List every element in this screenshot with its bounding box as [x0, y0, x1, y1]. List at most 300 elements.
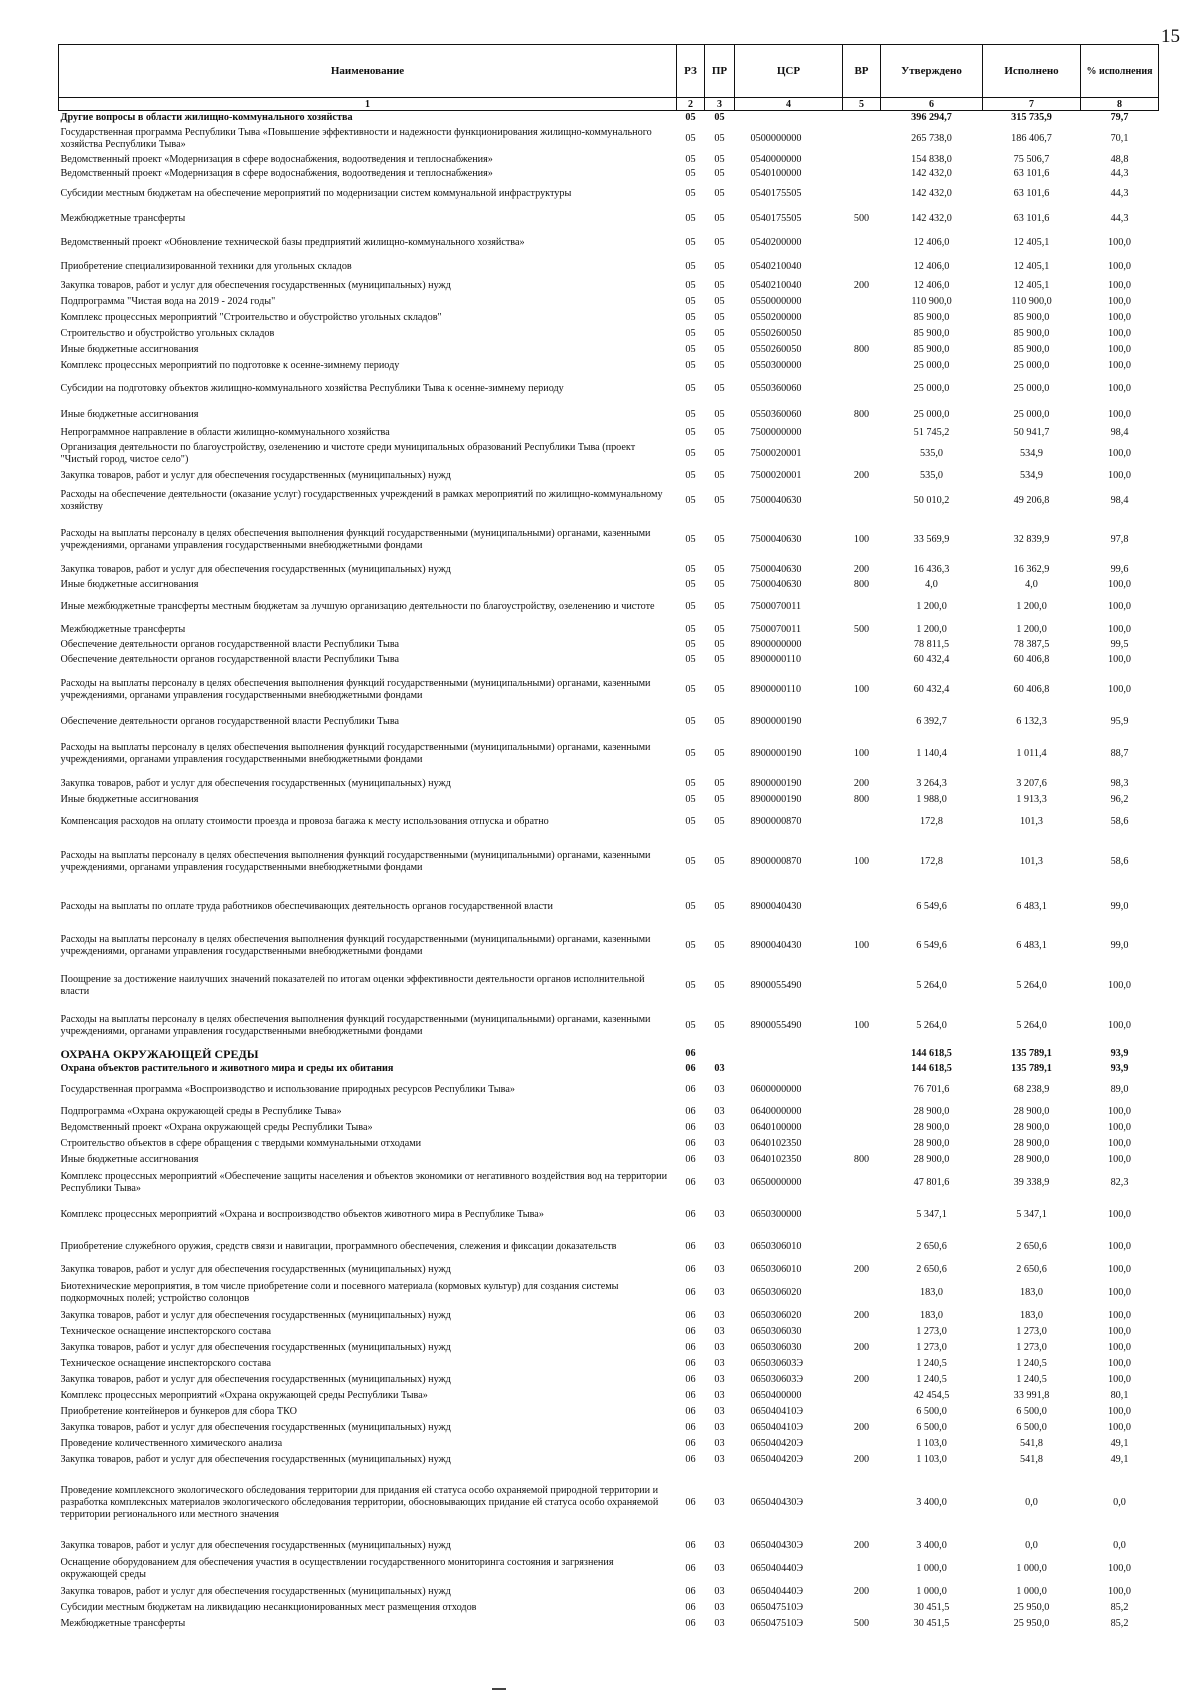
row-pr: 05: [714, 715, 725, 727]
table-row: [59, 592, 1159, 622]
row-pr: 05: [714, 447, 725, 459]
row-name: Ведомственный проект «Охрана окружающей среды Республики Тыва»: [60, 1121, 373, 1133]
row-pr: 03: [714, 1405, 725, 1417]
row-name: Обеспечение деятельности органов государственной власти Республики Тыва: [60, 638, 400, 650]
row-name: Строительство и обустройство угольных складов: [60, 327, 275, 339]
row-executed: 135 789,1: [1011, 1047, 1052, 1059]
row-approved: 25 000,0: [913, 382, 950, 394]
row-executed: 63 101,6: [1013, 213, 1050, 224]
budget-execution-table: [58, 44, 1159, 1632]
row-csr: 065040440Э: [750, 1585, 804, 1597]
row-executed: 50 941,7: [1013, 426, 1050, 438]
row-executed: 183,0: [1020, 1309, 1043, 1321]
table-row: [59, 1356, 1159, 1372]
row-csr: [735, 1046, 843, 1062]
row-name: Другие вопросы в области жилищно-коммунального хозяйства: [60, 111, 353, 123]
row-pr: 05: [714, 494, 725, 506]
row-name: Техническое оснащение инспекторского состава: [60, 1325, 272, 1337]
row-approved: 12 406,0: [913, 260, 950, 272]
row-executed: 60 406,8: [1013, 683, 1050, 695]
column-number: 7: [983, 98, 1081, 111]
row-vr: 200: [853, 563, 870, 575]
table-row: [59, 1388, 1159, 1404]
row-executed: 3 207,6: [1016, 777, 1047, 789]
table-row: [59, 374, 1159, 404]
row-csr: 8900000190: [750, 747, 802, 759]
row-name: Закупка товаров, работ и услуг для обеспечения государственных (муниципальных) нужд: [60, 1373, 451, 1385]
row-approved: 2 650,6: [916, 1240, 947, 1252]
row-executed: 1 200,0: [1016, 623, 1047, 635]
row-pr: 05: [714, 408, 725, 420]
row-csr: 0550300000: [750, 359, 802, 371]
row-csr: 0650400000: [750, 1389, 802, 1401]
row-pr: 05: [714, 1019, 725, 1031]
row-vr: [843, 1356, 881, 1372]
table-row: [59, 732, 1159, 776]
row-name: Межбюджетные трансферты: [60, 1617, 186, 1629]
row-percent: 44,3: [1110, 167, 1129, 179]
row-rz: 05: [685, 260, 696, 272]
row-csr: 8900000190: [750, 793, 802, 805]
row-percent: 100,0: [1108, 1341, 1131, 1353]
row-name: Обеспечение деятельности органов государственной власти Республики Тыва: [60, 715, 400, 727]
row-approved: 6 500,0: [916, 1405, 947, 1417]
budget-table-container: [58, 44, 1158, 1632]
row-pr: 05: [714, 311, 725, 323]
row-csr: 0540000000: [750, 153, 802, 165]
row-rz: 05: [685, 188, 696, 199]
row-csr: [735, 1062, 843, 1076]
row-executed: 4,0: [1025, 578, 1038, 590]
table-row: [59, 1308, 1159, 1324]
column-number: 4: [735, 98, 843, 111]
row-name: Приобретение контейнеров и бункеров для сбора ТКО: [60, 1405, 297, 1417]
row-name: Закупка товаров, работ и услуг для обеспечения государственных (муниципальных) нужд: [60, 563, 451, 575]
row-vr: [843, 1104, 881, 1120]
row-vr: 200: [853, 777, 870, 789]
row-executed: 12 405,1: [1013, 279, 1050, 291]
row-csr: 065040420Э: [750, 1453, 804, 1465]
row-executed: 1 011,4: [1016, 747, 1047, 759]
row-rz: 05: [685, 408, 696, 420]
row-pr: 03: [714, 1357, 725, 1369]
row-pr: 05: [714, 638, 725, 650]
table-row: [59, 1372, 1159, 1388]
row-csr: 065040420Э: [750, 1437, 804, 1449]
table-row: [59, 294, 1159, 310]
row-rz: 06: [685, 1240, 696, 1252]
row-pr: 03: [714, 1208, 725, 1220]
row-approved: 1 240,5: [916, 1373, 947, 1385]
row-approved: 1 000,0: [916, 1585, 947, 1597]
row-csr: 7500070011: [750, 600, 802, 612]
row-executed: 1 200,0: [1016, 600, 1047, 612]
table-row: [59, 326, 1159, 342]
row-rz: 05: [685, 939, 696, 951]
row-pr: 05: [714, 900, 725, 912]
row-name: Комплекс процессных мероприятий «Охрана окружающей среды Республики Тыва»: [60, 1389, 428, 1401]
row-executed: 33 991,8: [1013, 1389, 1050, 1401]
row-csr: 8900000110: [750, 683, 802, 695]
row-rz: 06: [685, 1263, 696, 1275]
row-percent: 100,0: [1108, 469, 1131, 481]
row-name: Закупка товаров, работ и услуг для обеспечения государственных (муниципальных) нужд: [60, 1309, 451, 1321]
column-number: 6: [881, 98, 983, 111]
page-number: 15: [1161, 26, 1180, 47]
row-name: Расходы на обеспечение деятельности (оказание услуг) государственных учреждений в рамках мероприятий по жилищно-коммунальному хозяйству: [60, 488, 663, 512]
table-row: [59, 966, 1159, 1006]
table-row: [59, 111, 1159, 125]
row-rz: 05: [685, 747, 696, 759]
row-csr: 0550200000: [750, 311, 802, 323]
row-vr: [843, 712, 881, 732]
row-pr: 05: [714, 382, 725, 394]
row-approved: 50 010,2: [913, 494, 950, 506]
row-approved: 142 432,0: [911, 167, 952, 179]
row-csr: 0550360060: [750, 382, 802, 394]
row-executed: 101,3: [1020, 815, 1043, 827]
row-name: Строительство объектов в сфере обращения с твердыми коммунальными отходами: [60, 1137, 422, 1149]
table-row: [59, 1062, 1159, 1076]
row-approved: 1 103,0: [916, 1437, 947, 1449]
row-name: Комплекс процессных мероприятий "Строительство и обустройство угольных складов": [60, 311, 442, 323]
row-executed: 25 950,0: [1013, 1617, 1050, 1629]
row-percent: 44,3: [1110, 188, 1129, 199]
table-header: [59, 45, 1159, 111]
row-pr: 05: [714, 132, 725, 144]
row-approved: 1 240,5: [916, 1357, 947, 1369]
row-pr: 03: [714, 1562, 725, 1574]
row-vr: [843, 808, 881, 836]
row-rz: 06: [685, 1121, 696, 1133]
row-vr: [843, 440, 881, 468]
header-csr: ЦСР: [735, 45, 843, 98]
row-percent: 95,9: [1110, 715, 1129, 727]
row-executed: 534,9: [1020, 447, 1043, 459]
row-approved: 30 451,5: [913, 1601, 950, 1613]
row-approved: 12 406,0: [913, 279, 950, 291]
row-percent: 100,0: [1108, 295, 1131, 307]
row-rz: 06: [685, 1539, 696, 1551]
row-name: Подпрограмма «Охрана окружающей среды в Республике Тыва»: [60, 1105, 342, 1117]
row-name: Закупка товаров, работ и услуг для обеспечения государственных (муниципальных) нужд: [60, 279, 451, 291]
row-name: Проведение комплексного экологического обследования территории для придания ей статуса особо охраняемой природной территории и разработка комплексных материалов экологического обследования территории, обосновывающих придание ей статуса особо охраняемой территории регионального или местного значения: [60, 1484, 659, 1520]
row-csr: 0650306030: [750, 1325, 802, 1337]
row-rz: 05: [685, 469, 696, 481]
row-rz: 05: [685, 295, 696, 307]
row-executed: 78 387,5: [1013, 638, 1050, 650]
row-vr: [843, 888, 881, 926]
table-row: [59, 1554, 1159, 1584]
row-name: Расходы на выплаты персоналу в целях обеспечения выполнения функций государственными (муниципальными) органами, казенными учреждениями, органами управления государственными внебюджетными фондами: [60, 1013, 651, 1037]
row-vr: 100: [853, 747, 870, 759]
row-name: Государственная программа Республики Тыва «Повышение эффективности и надежности функционирования жилищно-коммунального хозяйства Республики Тыва»: [60, 126, 652, 150]
row-csr: 0650306010: [750, 1263, 802, 1275]
row-pr: 05: [714, 237, 725, 248]
table-row: [59, 1006, 1159, 1046]
row-rz: 05: [685, 311, 696, 323]
row-vr: 100: [853, 939, 870, 951]
row-rz: 06: [685, 1437, 696, 1449]
table-row: [59, 1198, 1159, 1232]
table-row: [59, 1452, 1159, 1468]
row-vr: [843, 1046, 881, 1062]
row-rz: 06: [685, 1137, 696, 1149]
row-executed: 315 735,9: [1011, 111, 1052, 123]
row-executed: 0,0: [1025, 1496, 1038, 1508]
row-rz: 06: [685, 1047, 696, 1059]
row-rz: 05: [685, 132, 696, 144]
row-pr: 05: [714, 426, 725, 438]
row-vr: [843, 1120, 881, 1136]
row-pr: 05: [714, 623, 725, 635]
row-executed: 25 000,0: [1013, 382, 1050, 394]
row-pr: 03: [714, 1176, 725, 1188]
row-approved: 396 294,7: [911, 111, 952, 123]
row-name: Иные бюджетные ассигнования: [60, 408, 199, 420]
row-percent: 44,3: [1110, 213, 1129, 224]
row-pr: 03: [714, 1453, 725, 1465]
row-rz: 05: [685, 623, 696, 635]
row-csr: 8900040430: [750, 900, 802, 912]
row-rz: 05: [685, 979, 696, 991]
row-percent: 99,6: [1110, 563, 1129, 575]
row-rz: 05: [685, 777, 696, 789]
row-percent: 100,0: [1108, 1421, 1131, 1433]
table-row: [59, 1538, 1159, 1554]
row-percent: 100,0: [1108, 1137, 1131, 1149]
row-approved: 3 400,0: [916, 1539, 947, 1551]
row-pr: 03: [714, 1325, 725, 1337]
row-pr: 03: [714, 1121, 725, 1133]
row-approved: 110 900,0: [911, 295, 952, 307]
row-executed: 1 273,0: [1016, 1341, 1047, 1353]
row-rz: 06: [685, 1176, 696, 1188]
row-approved: 172,8: [920, 815, 943, 827]
row-pr: 05: [714, 578, 725, 590]
table-row: [59, 792, 1159, 808]
row-vr: [843, 153, 881, 167]
row-percent: 100,0: [1108, 1309, 1131, 1321]
row-pr: 03: [714, 1617, 725, 1629]
table-row: [59, 404, 1159, 426]
row-rz: 06: [685, 1083, 696, 1095]
row-pr: 03: [714, 1263, 725, 1275]
header-percent: % исполнения: [1081, 45, 1159, 98]
row-vr: 100: [853, 533, 870, 545]
row-approved: 1 273,0: [916, 1325, 947, 1337]
row-percent: 100,0: [1108, 1153, 1131, 1165]
row-csr: 0540200000: [750, 237, 802, 248]
row-percent: 100,0: [1108, 979, 1131, 991]
row-rz: 05: [685, 359, 696, 371]
table-row: [59, 926, 1159, 966]
row-csr: 7500020001: [750, 447, 802, 459]
table-row: [59, 1278, 1159, 1308]
row-pr: 03: [714, 1373, 725, 1385]
row-vr: [843, 966, 881, 1006]
row-rz: 06: [685, 1062, 696, 1074]
row-vr: 200: [853, 1421, 870, 1433]
row-executed: 110 900,0: [1011, 295, 1052, 307]
row-executed: 6 483,1: [1016, 939, 1047, 951]
row-approved: 5 264,0: [916, 1019, 947, 1031]
row-vr: 500: [853, 213, 870, 224]
row-name: Обеспечение деятельности органов государственной власти Республики Тыва: [60, 653, 400, 665]
row-pr: 03: [714, 1437, 725, 1449]
row-rz: 06: [685, 1601, 696, 1613]
column-number: 1: [59, 98, 677, 111]
row-executed: 60 406,8: [1013, 653, 1050, 665]
row-name: Субсидии местным бюджетам на ликвидацию несанкционированных мест размещения отходов: [60, 1601, 477, 1613]
row-vr: [843, 1600, 881, 1616]
row-name: Комплекс процессных мероприятий «Охрана и воспроизводство объектов животного мира в Республике Тыва»: [60, 1208, 544, 1220]
row-name: Закупка товаров, работ и услуг для обеспечения государственных (муниципальных) нужд: [60, 1453, 451, 1465]
row-rz: 05: [685, 578, 696, 590]
row-percent: 100,0: [1108, 1263, 1131, 1275]
row-executed: 6 500,0: [1016, 1405, 1047, 1417]
row-rz: 05: [685, 793, 696, 805]
row-pr: 05: [714, 343, 725, 355]
row-approved: 2 650,6: [916, 1263, 947, 1275]
row-vr: [843, 374, 881, 404]
row-pr: 05: [714, 815, 725, 827]
table-row: [59, 808, 1159, 836]
row-executed: 5 264,0: [1016, 979, 1047, 991]
row-approved: 85 900,0: [913, 343, 950, 355]
row-approved: 60 432,4: [913, 683, 950, 695]
row-vr: 200: [853, 1341, 870, 1353]
column-number: 8: [1081, 98, 1159, 111]
table-row: [59, 1600, 1159, 1616]
row-csr: 7500040630: [750, 533, 802, 545]
row-vr: [843, 1198, 881, 1232]
row-pr: 05: [714, 327, 725, 339]
row-name: Иные бюджетные ассигнования: [60, 343, 199, 355]
row-rz: 05: [685, 715, 696, 727]
row-percent: 96,2: [1110, 793, 1129, 805]
row-rz: 06: [685, 1286, 696, 1298]
row-csr: 065040410Э: [750, 1421, 804, 1433]
row-percent: 100,0: [1108, 408, 1131, 420]
row-pr: 05: [714, 260, 725, 272]
row-executed: 16 362,9: [1013, 563, 1050, 575]
row-rz: 06: [685, 1389, 696, 1401]
row-name: Ведомственный проект «Модернизация в сфере водоснабжения, водоотведения и теплоснабжения»: [60, 167, 493, 179]
row-approved: 28 900,0: [913, 1137, 950, 1149]
row-name: Закупка товаров, работ и услуг для обеспечения государственных (муниципальных) нужд: [60, 777, 451, 789]
row-percent: 100,0: [1108, 1208, 1131, 1220]
row-approved: 144 618,5: [911, 1047, 952, 1059]
row-csr: 0540175505: [750, 213, 802, 224]
row-rz: 06: [685, 1496, 696, 1508]
row-csr: 065030603Э: [750, 1373, 804, 1385]
row-approved: 142 432,0: [911, 188, 952, 199]
table-row: [59, 1152, 1159, 1168]
row-percent: 99,0: [1110, 939, 1129, 951]
row-percent: 80,1: [1110, 1389, 1129, 1401]
row-pr: 03: [714, 1153, 725, 1165]
row-name: Межбюджетные трансферты: [60, 213, 186, 224]
row-executed: 1 240,5: [1016, 1357, 1047, 1369]
table-row: [59, 1104, 1159, 1120]
row-vr: [843, 167, 881, 181]
row-approved: 5 264,0: [916, 979, 947, 991]
row-percent: 100,0: [1108, 1357, 1131, 1369]
row-csr: [735, 111, 843, 125]
table-row: [59, 181, 1159, 208]
row-vr: [843, 1062, 881, 1076]
row-percent: 100,0: [1108, 1019, 1131, 1031]
row-pr: 03: [714, 1585, 725, 1597]
row-approved: 1 140,4: [916, 747, 947, 759]
row-csr: 8900040430: [750, 939, 802, 951]
row-executed: 28 900,0: [1013, 1137, 1050, 1149]
row-name: Компенсация расходов на оплату стоимости проезда и провоза багажа к месту использования отпуска и обратно: [60, 815, 549, 827]
table-row: [59, 468, 1159, 484]
row-name: Техническое оснащение инспекторского состава: [60, 1357, 272, 1369]
row-pr: 05: [714, 167, 725, 179]
row-vr: 100: [853, 683, 870, 695]
row-name: Государственная программа «Воспроизводство и использование природных ресурсов Республики Тыва»: [60, 1083, 515, 1095]
row-name: Закупка товаров, работ и услуг для обеспечения государственных (муниципальных) нужд: [60, 1341, 451, 1353]
row-approved: 16 436,3: [913, 563, 950, 575]
row-name: Комплекс процессных мероприятий «Обеспечение защиты населения и объектов экономики от негативного воздействия вод на территории Республики Тыва»: [60, 1170, 668, 1194]
row-csr: 0540100000: [750, 167, 802, 179]
row-pr: 05: [714, 747, 725, 759]
row-percent: 100,0: [1108, 578, 1131, 590]
row-csr: 065030603Э: [750, 1357, 804, 1369]
table-row: [59, 310, 1159, 326]
row-csr: 0550000000: [750, 295, 802, 307]
row-executed: 1 000,0: [1016, 1585, 1047, 1597]
row-pr: 03: [714, 1083, 725, 1095]
row-name: Закупка товаров, работ и услуг для обеспечения государственных (муниципальных) нужд: [60, 1585, 451, 1597]
row-approved: 265 738,0: [911, 132, 952, 144]
row-executed: 28 900,0: [1013, 1121, 1050, 1133]
row-csr: 0540210040: [750, 279, 802, 291]
row-approved: 1 273,0: [916, 1341, 947, 1353]
row-percent: 100,0: [1108, 1585, 1131, 1597]
row-pr: 05: [714, 600, 725, 612]
table-row: [59, 518, 1159, 562]
row-approved: 144 618,5: [911, 1062, 952, 1074]
row-rz: 05: [685, 494, 696, 506]
row-csr: 065040440Э: [750, 1562, 804, 1574]
row-approved: 33 569,9: [913, 533, 950, 545]
row-percent: 100,0: [1108, 359, 1131, 371]
table-row: [59, 668, 1159, 712]
table-row: [59, 125, 1159, 153]
row-rz: 05: [685, 563, 696, 575]
row-rz: 06: [685, 1208, 696, 1220]
row-rz: 06: [685, 1105, 696, 1117]
row-percent: 99,5: [1110, 638, 1129, 650]
row-pr: 05: [714, 563, 725, 575]
row-percent: 82,3: [1110, 1176, 1129, 1188]
row-executed: 2 650,6: [1016, 1263, 1047, 1275]
row-name: Закупка товаров, работ и услуг для обеспечения государственных (муниципальных) нужд: [60, 1539, 451, 1551]
row-executed: 1 913,3: [1016, 793, 1047, 805]
row-executed: 135 789,1: [1011, 1062, 1052, 1074]
row-csr: 0650306020: [750, 1309, 802, 1321]
table-row: [59, 358, 1159, 374]
row-vr: [843, 1168, 881, 1198]
row-name: Расходы на выплаты персоналу в целях обеспечения выполнения функций государственными (муниципальными) органами, казенными учреждениями, органами управления государственными внебюджетными фондами: [60, 741, 651, 765]
row-percent: 100,0: [1108, 1105, 1131, 1117]
row-csr: 7500040630: [750, 494, 802, 506]
row-rz: 05: [685, 153, 696, 165]
